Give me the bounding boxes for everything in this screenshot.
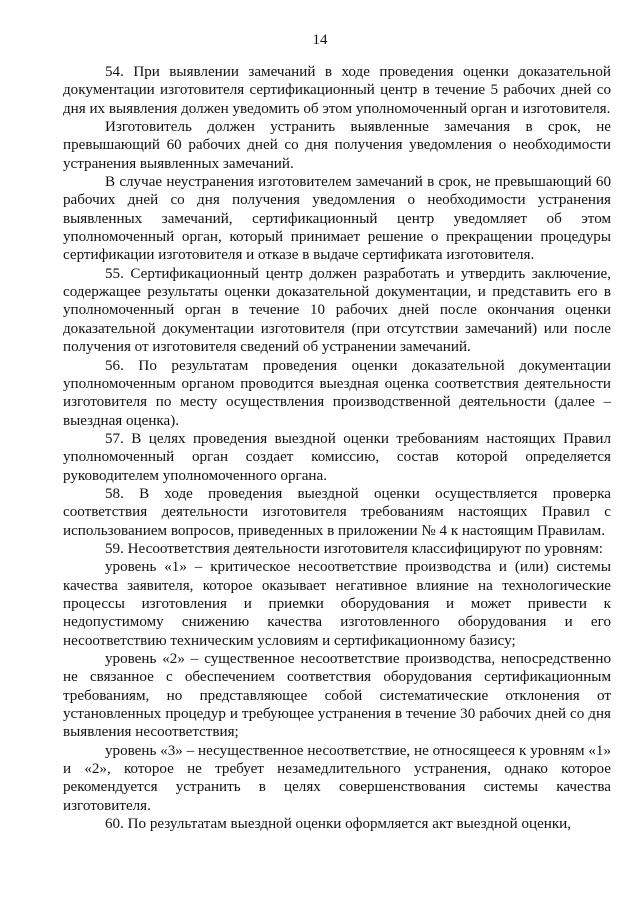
paragraph-56: 56. По результатам проведения оценки доказательной документации уполномоченным органом проводится выездная оценка соответствия деятельности изготовителя по месту осуществления производственной деятельности (далее – выездная оценка).	[63, 357, 611, 429]
page-number: 14	[312, 32, 328, 48]
paragraph-58: 58. В ходе проведения выездной оценки осуществляется проверка соответствия деятельности изготовителя требованиям настоящих Правил с использованием вопросов, приведенных в приложении № 4 к настоящим Правилам.	[63, 485, 611, 539]
paragraph-57: 57. В целях проведения выездной оценки требованиям настоящих Правил уполномоченный орган создает комиссию, состав которой определяется руководителем уполномоченного органа.	[63, 430, 611, 484]
document-body	[63, 63, 611, 833]
level-2-definition: уровень «2» – существенное несоответствие производства, непосредственно не связанное с обеспечением соответствия оборудования сертификационным требованиям, но представляющее собой систематические отклонения от установленных процедур и требующее устранения в течение 30 рабочих дней со дня выявления несоответствия;	[63, 651, 611, 741]
paragraph-54-deadline: Изготовитель должен устранить выявленные замечания в срок, не превышающий 60 рабочих дней со дня получения уведомления о необходимости устранения выявленных замечаний.	[63, 119, 611, 172]
paragraph-54-termination: В случае неустранения изготовителем замечаний в срок, не превышающий 60 рабочих дней со дня получения уведомления о необходимости устранения выявленных замечаний, сертификационный центр уведомляет об этом уполномоченный орган, который принимает решение о прекращении процедуры сертификации изготовителя и отказе в выдаче сертификата изготовителя.	[63, 174, 611, 264]
paragraph-59: 59. Несоответствия деятельности изготовителя классифицируют по уровням:	[105, 540, 603, 557]
paragraph-54: 54. При выявлении замечаний в ходе проведения оценки доказательной документации изготовителя сертификационный центр в течение 5 рабочих дней со дня их выявления должен уведомить об этом уполномоченный орган и изготовителя.	[63, 64, 611, 117]
level-1-definition: уровень «1» – критическое несоответствие производства и (или) системы качества заявителя, которое оказывает негативное влияние на технологические процессы изготовления и приемки оборудования и может привести к недопустимому снижению качества изготовленного оборудования и его несоответствию техническим условиям и сертификационному базису;	[63, 559, 611, 649]
paragraph-55: 55. Сертификационный центр должен разработать и утвердить заключение, содержащее результаты оценки доказательной документации, и представить его в уполномоченный орган в течение 10 рабочих дней после окончания оценки доказательной документации изготовителя (при отсутствии замечаний) или после получения от изготовителя сведений об устранении замечаний.	[63, 265, 611, 356]
level-3-definition: уровень «3» – несущественное несоответствие, не относящееся к уровням «1» и «2», которое не требует незамедлительного устранения, однако которое рекомендуется устранить в целях совершенствования системы качества изготовителя.	[63, 742, 611, 814]
paragraph-60: 60. По результатам выездной оценки оформляется акт выездной оценки,	[105, 816, 572, 833]
